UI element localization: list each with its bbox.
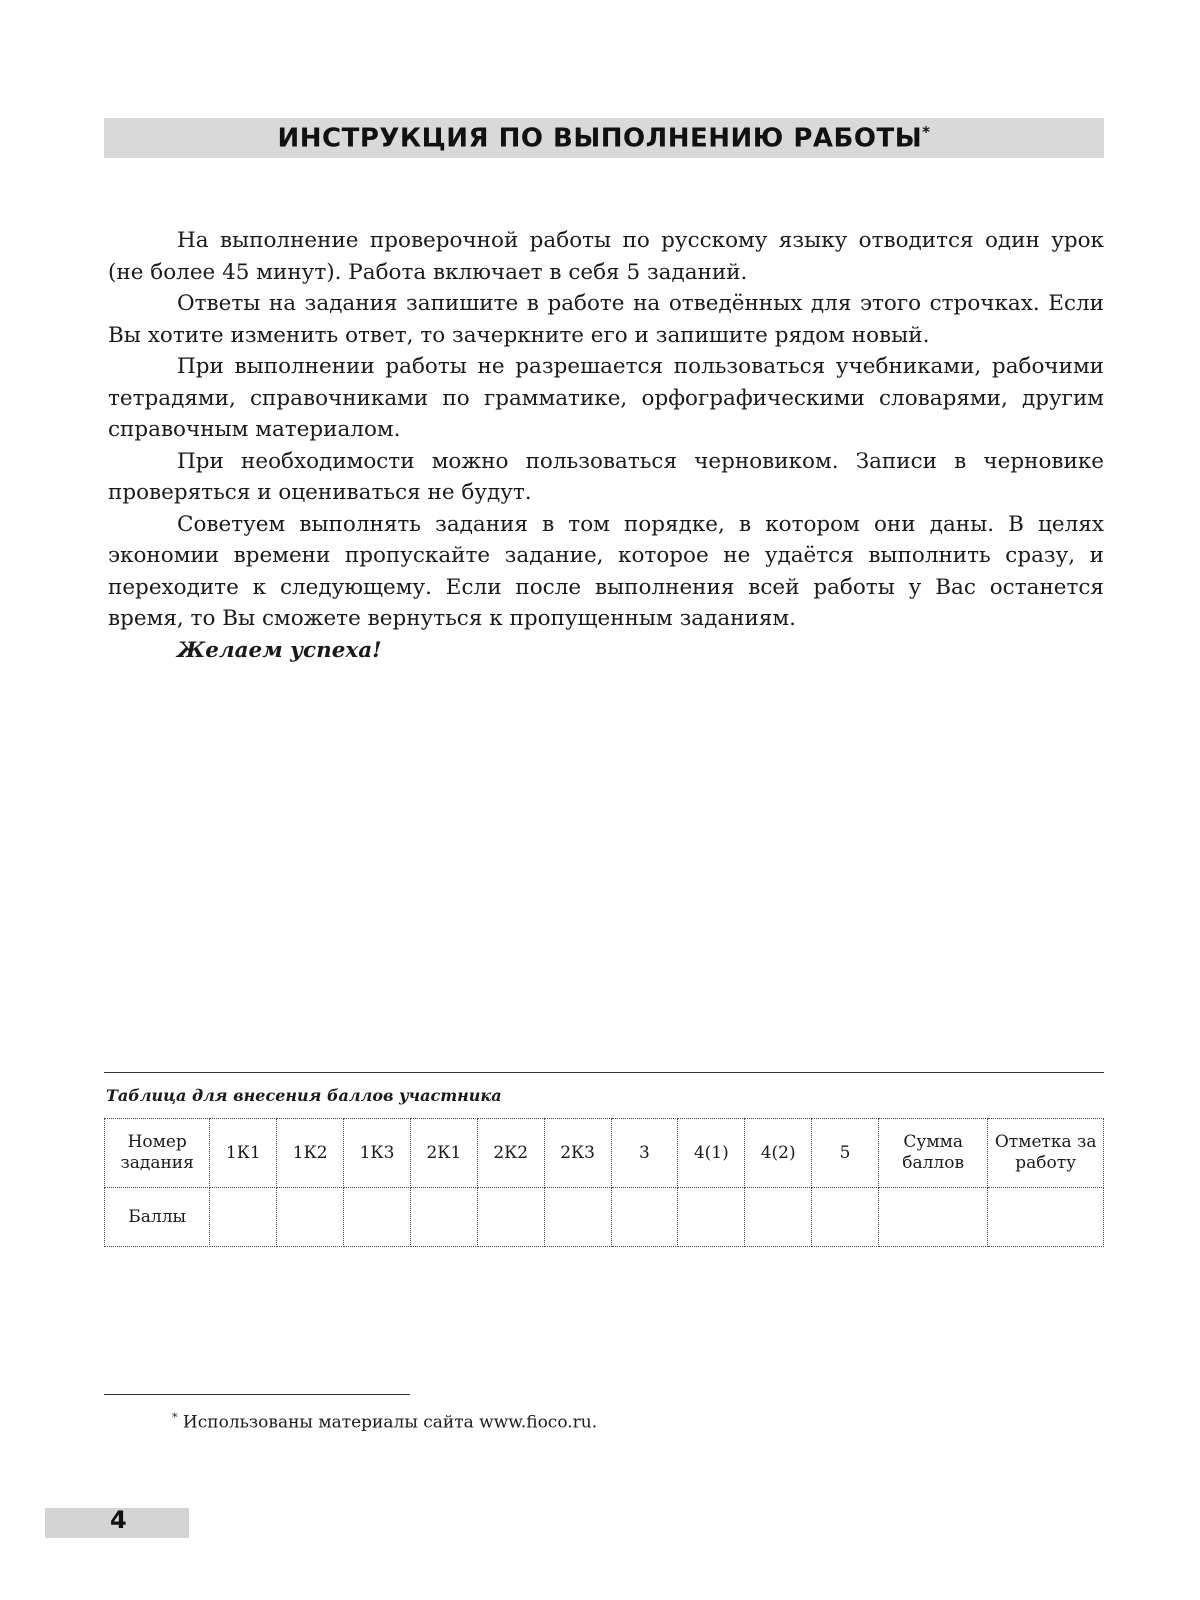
score-cell — [344, 1188, 411, 1247]
instruction-paragraph-1: На выполнение проверочной работы по русскому языку отводится один урок (не более 45 минут). Работа включает в себя 5 заданий. — [108, 228, 1104, 285]
header-cell: 5 — [812, 1119, 879, 1188]
closing-wish: Желаем успеха! — [177, 637, 382, 663]
instructions-text — [108, 225, 1104, 666]
score-cell — [210, 1188, 277, 1247]
footnote — [172, 1411, 597, 1433]
score-table — [104, 1118, 1104, 1247]
page-number: 4 — [110, 1506, 127, 1534]
instruction-paragraph-3: При выполнении работы не разрешается пользоваться учебниками, рабочими тетрадями, справочниками по грамматике, орфографическими словарями, другим справочным материалом. — [108, 354, 1104, 442]
header-cell: Сумма баллов — [878, 1119, 987, 1188]
score-cell — [988, 1188, 1104, 1247]
header-cell: 2К3 — [544, 1119, 611, 1188]
header-cell: 2К2 — [477, 1119, 544, 1188]
instruction-paragraph-2: Ответы на задания запишите в работе на отведённых для этого строчках. Если Вы хотите изменить ответ, то зачеркните его и запишите рядом новый. — [108, 291, 1104, 348]
footnote-text: Использованы материалы сайта www.fioco.ru. — [182, 1412, 598, 1433]
score-cell — [477, 1188, 544, 1247]
score-cell — [277, 1188, 344, 1247]
title-bar — [104, 118, 1104, 158]
table-caption: Таблица для внесения баллов участника — [106, 1086, 502, 1105]
score-cell — [745, 1188, 812, 1247]
score-row-label: Баллы — [105, 1188, 210, 1247]
header-cell: 1К3 — [344, 1119, 411, 1188]
header-cell: 4(2) — [745, 1119, 812, 1188]
instruction-paragraph-4: При необходимости можно пользоваться черновиком. Записи в черновике проверяться и оцениваться не будут. — [108, 448, 1104, 505]
page-title: ИНСТРУКЦИЯ ПО ВЫПОЛНЕНИЮ РАБОТЫ* — [277, 122, 931, 154]
table-top-rule — [104, 1072, 1104, 1073]
footnote-rule — [104, 1394, 410, 1395]
header-cell: 4(1) — [678, 1119, 745, 1188]
header-cell: 2К1 — [410, 1119, 477, 1188]
instruction-paragraph-5: Советуем выполнять задания в том порядке, в котором они даны. В целях экономии времени пропускайте задание, которое не удаётся выполнить сразу, и переходите к следующему. Если после выполнения всей работы у Вас останется время, то Вы сможете вернуться к пропущенным заданиям. — [108, 511, 1104, 631]
footnote-mark: * — [172, 1411, 178, 1424]
header-cell: 1К2 — [277, 1119, 344, 1188]
score-cell — [410, 1188, 477, 1247]
header-cell: Отметка за работу — [988, 1119, 1104, 1188]
title-footnote-mark: * — [922, 122, 931, 141]
score-cell — [878, 1188, 987, 1247]
score-cell — [812, 1188, 879, 1247]
header-cell: Номер задания — [105, 1119, 210, 1188]
score-cell — [611, 1188, 678, 1247]
score-cell — [678, 1188, 745, 1247]
header-cell: 3 — [611, 1119, 678, 1188]
table-score-row — [105, 1188, 1104, 1247]
score-cell — [544, 1188, 611, 1247]
table-header-row — [105, 1119, 1104, 1188]
header-cell: 1К1 — [210, 1119, 277, 1188]
